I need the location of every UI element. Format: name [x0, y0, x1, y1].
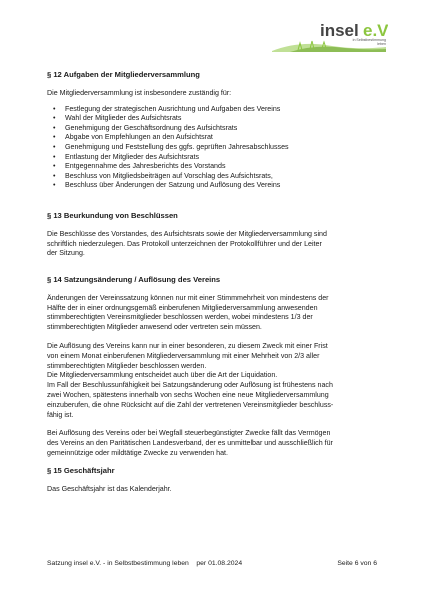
- logo-tagline-2: leben: [377, 42, 386, 46]
- list-item: • Wahl der Mitglieder des Aufsichtsrats: [47, 114, 377, 124]
- list-item: • Beschluss über Änderungen der Satzung und Auflösung des Vereins: [47, 181, 377, 191]
- list-item: • Genehmigung der Geschäftsordnung des Aufsichtsrats: [47, 124, 377, 134]
- text-line: des Vereins an den Paritätischen Landesverband, der es unmittelbar und ausschließlich für: [47, 439, 333, 448]
- list-item: • Entgegennahme des Jahresberichts des Vorstands: [47, 162, 377, 172]
- logo-word-ev: e.V: [363, 21, 387, 40]
- text-line: stimmberechtigten Vereinsmitglieder beschlossen werden, wobei mindestens 1/3 der: [47, 313, 313, 322]
- section-14-paragraph-2: [47, 342, 377, 420]
- logo-tagline-1: in Selbstbestimmung: [352, 38, 386, 42]
- section-14: [47, 275, 377, 459]
- insel-logo: [270, 16, 388, 56]
- text-line: zwei Wochen, spätestens innerhalb von sechs Wochen eine neue Mitgliederversammlung: [47, 390, 329, 399]
- text-line: fähig ist.: [47, 410, 74, 419]
- section-12-list: [47, 105, 377, 191]
- text-line: der Sitzung.: [47, 249, 85, 258]
- list-item: • Genehmigung und Feststellung des ggfs. geprüften Jahresabschlusses: [47, 143, 377, 153]
- text-line: Die Mitgliederversammlung entscheidet auch über die Art der Liquidation.: [47, 371, 278, 380]
- section-13-title: § 13 Beurkundung von Beschlüssen: [47, 211, 178, 220]
- text-line: gemeinnützige oder mildtätige Zwecke zu verwenden hat.: [47, 448, 228, 457]
- list-item: • Festlegung der strategischen Ausrichtung und Aufgaben des Vereins: [47, 105, 377, 115]
- text-line: stimmberechtigten Mitglieder anwesend oder vertreten sein müssen.: [47, 323, 262, 332]
- text-line: Die Auflösung des Vereins kann nur in einer besonderen, zu diesem Zweck mit einer Frist: [47, 341, 328, 350]
- footer-left: Satzung insel e.V. - in Selbstbestimmung leben per 01.08.2024: [47, 560, 243, 567]
- text-line: Im Fall der Beschlussunfähigkeit bei Satzungsänderung oder Auflösung ist frühestens nach: [47, 381, 333, 390]
- section-14-paragraph-3: [47, 429, 377, 458]
- list-item: • Entlastung der Mitglieder des Aufsichtsrats: [47, 153, 377, 163]
- section-15-paragraph: Das Geschäftsjahr ist das Kalenderjahr.: [47, 484, 172, 493]
- text-line: Hälfte der in einer ordnungsgemäß einberufenen Mitgliederversammlung anwesenden: [47, 303, 318, 312]
- text-line: Die Beschlüsse des Vorstandes, des Aufsichtsrats sowie der Mitgliederversammlung sind: [47, 229, 327, 238]
- section-14-paragraph-1: [47, 294, 377, 333]
- section-15: [47, 466, 377, 495]
- page-footer: [47, 560, 377, 567]
- section-12-intro: Die Mitgliederversammlung ist insbesondere zuständig für:: [47, 88, 232, 97]
- list-item: • Abgabe von Empfehlungen an den Aufsichtsrat: [47, 133, 377, 143]
- section-15-title: § 15 Geschäftsjahr: [47, 466, 115, 475]
- text-line: Änderungen der Vereinssatzung können nur mit einer Stimmmehrheit von mindestens der: [47, 293, 329, 302]
- section-12-title: § 12 Aufgaben der Mitgliederversammlung: [47, 70, 200, 79]
- list-item: • Beschluss von Mitgliedsbeiträgen auf Vorschlag des Aufsichtsrats,: [47, 172, 377, 182]
- logo-grass-icon: [272, 41, 386, 52]
- section-13-paragraph: [47, 230, 377, 259]
- section-14-title: § 14 Satzungsänderung / Auflösung des Vereins: [47, 275, 221, 284]
- logo-word-insel: insel: [320, 21, 359, 40]
- text-line: einzuberufen, die ohne Rücksicht auf die Zahl der vertretenen Vereinsmitglieder beschluss-: [47, 400, 334, 409]
- text-line: von einem Monat einberufenen Mitgliederversammlung mit einer Mehrheit von 2/3 aller: [47, 351, 320, 360]
- text-line: Bei Auflösung des Vereins oder bei Wegfall steuerbegünstigter Zwecke fällt das Vermögen: [47, 429, 331, 438]
- text-line: schriftlich niederzulegen. Das Protokoll unterzeichnen der Protokollführer und der Leiter: [47, 239, 322, 248]
- logo-graphic: [270, 16, 388, 56]
- section-13: [47, 211, 377, 259]
- section-12: [47, 70, 377, 191]
- footer-page-number: Seite 6 von 6: [337, 560, 377, 567]
- text-line: stimmberechtigten Mitglieder beschlossen werden.: [47, 361, 207, 370]
